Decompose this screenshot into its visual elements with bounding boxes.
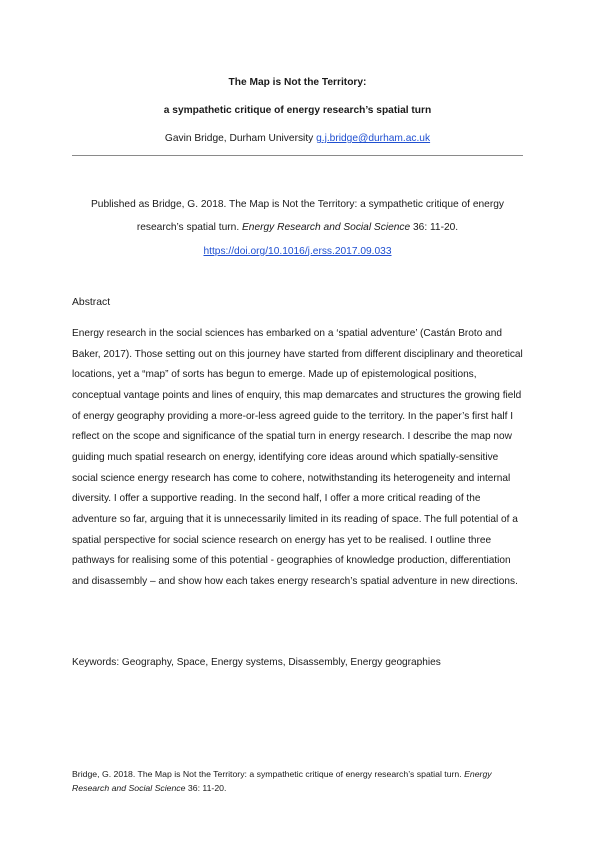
keywords-line: Keywords: Geography, Space, Energy systems, Disassembly, Energy geographies (72, 657, 441, 668)
author-line (0, 133, 595, 144)
doi-link[interactable]: https://doi.org/10.1016/j.erss.2017.09.033 (203, 245, 392, 257)
publication-volume: 36: 11-20. (410, 222, 459, 234)
footer-volume: 36: 11-20. (185, 782, 227, 793)
footer-journal: Energy Research and Social Science (72, 769, 492, 793)
publication-note (72, 193, 523, 263)
page-footer (72, 768, 524, 795)
publication-journal: Energy Research and Social Science (241, 222, 411, 234)
publication-citation: Published as Bridge, G. 2018. The Map is Not the Territory: a sympathetic critique of energy research’s spatial turn. (91, 199, 504, 234)
author-email-link[interactable]: g.j.bridge@durham.ac.uk (316, 133, 431, 144)
author-name: Gavin Bridge, Durham University (164, 133, 314, 144)
abstract-text: Energy research in the social sciences has embarked on a ‘spatial adventure’ (Castán Broto and Baker, 2017). Those setting out on this journey have started from different disciplinary and theoretical locations, yet a “map” of sorts has begun to emerge. Made up of epistemological positions, conceptual vantage points and lines of enquiry, this map demarcates and structures the growing field of energy geography providing a more-or-less agreed guide to the territory. In the paper’s first half I reflect on the scope and significance of the spatial turn in energy research. I describe the map now guiding much spatial research on energy, identifying core ideas around which spatially-sensitive social science energy research has come to cohere, notwithstanding its heterogeneity and internal diversity. I offer a supportive reading. In the second half, I offer a more critical reading of the adventure so far, arguing that it is unnecessarily limited in its reading of space. The full potential of a spatial perspective for social science research on energy has yet to be realised. I outline three pathways for realising some of this potential - geographies of knowledge production, differentiation and disassembly – and show how each takes energy research’s spatial adventure in new directions. (72, 328, 523, 587)
title-divider (72, 155, 523, 156)
footer-citation: Bridge, G. 2018. The Map is Not the Territory: a sympathetic critique of energy research’s spatial turn. (72, 769, 465, 779)
abstract-heading: Abstract (72, 297, 111, 308)
paper-subtitle: a sympathetic critique of energy research’s spatial turn (163, 105, 432, 116)
paper-title: The Map is Not the Territory: (228, 77, 367, 88)
